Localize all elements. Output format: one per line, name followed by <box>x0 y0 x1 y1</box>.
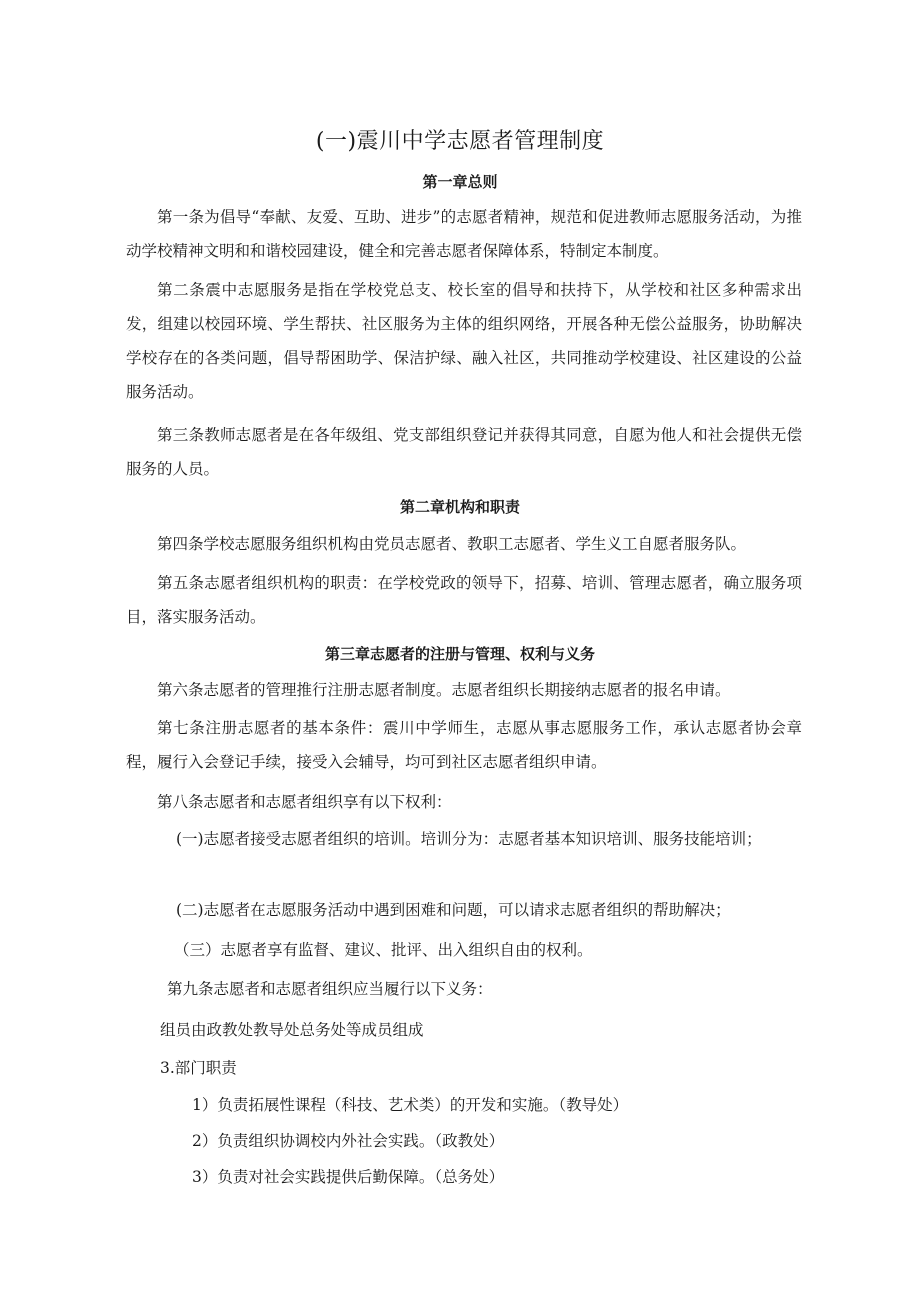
article-1: 第一条为倡导“奉献、友爱、互助、进步”的志愿者精神，规范和促进教师志愿服务活动，为推动学校精神文明和和谐校园建设，健全和完善志愿者保障体系，特制定本制度。 <box>126 208 802 260</box>
members-line: 组员由政教处教导处总务处等成员组成 <box>160 1021 424 1039</box>
article-5: 第五条志愿者组织机构的职责：在学校党政的领导下，招募、培训、管理志愿者，确立服务项目，落实服务活动。 <box>126 574 802 626</box>
right-1: (一)志愿者接受志愿者组织的培训。培训分为：志愿者基本知识培训、服务技能培训； <box>176 830 762 848</box>
dept-duties-heading: 3.部门职责 <box>160 1059 237 1077</box>
right-3: （三）志愿者享有监督、建议、批评、出入组织自由的权利。 <box>174 941 593 959</box>
article-7: 第七条注册志愿者的基本条件：震川中学师生，志愿从事志愿服务工作，承认志愿者协会章程，履行入会登记手续，接受入会辅导，均可到社区志愿者组织申请。 <box>126 719 802 771</box>
dept-duty-2: 2）负责组织协调校内外社会实践。（政教处） <box>192 1132 505 1150</box>
document-title: (一)震川中学志愿者管理制度 <box>315 129 605 154</box>
article-3: 第三条教师志愿者是在各年级组、党支部组织登记并获得其同意，自愿为他人和社会提供无偿服务的人员。 <box>126 426 802 478</box>
article-6: 第六条志愿者的管理推行注册志愿者制度。志愿者组织长期接纳志愿者的报名申请。 <box>157 681 731 699</box>
article-8: 第八条志愿者和志愿者组织享有以下权利： <box>157 793 452 811</box>
article-9: 第九条志愿者和志愿者组织应当履行以下义务： <box>167 980 493 998</box>
dept-duty-3: 3）负责对社会实践提供后勤保障。（总务处） <box>192 1168 505 1186</box>
dept-duty-1: 1）负责拓展性课程（科技、艺术类）的开发和实施。（教导处） <box>192 1096 629 1114</box>
right-2: (二)志愿者在志愿服务活动中遇到困难和问题，可以请求志愿者组织的帮助解决； <box>176 901 731 919</box>
article-4: 第四条学校志愿服务组织机构由党员志愿者、教职工志愿者、学生义工自愿者服务队。 <box>157 535 747 553</box>
chapter-2-heading: 第二章机构和职责 <box>399 498 520 516</box>
chapter-1-heading: 第一章总则 <box>422 173 498 191</box>
article-2: 第二条震中志愿服务是指在学校党总支、校长室的倡导和扶持下，从学校和社区多种需求出发，组建以校园环境、学生帮扶、社区服务为主体的组织网络，开展各种无偿公益服务，协助解决学校存在的各类问题，倡导帮困助学、保洁护绿、融入社区，共同推动学校建设、社区建设的公益服务活动。 <box>126 281 802 401</box>
chapter-3-heading: 第三章志愿者的注册与管理、权利与义务 <box>324 645 595 663</box>
